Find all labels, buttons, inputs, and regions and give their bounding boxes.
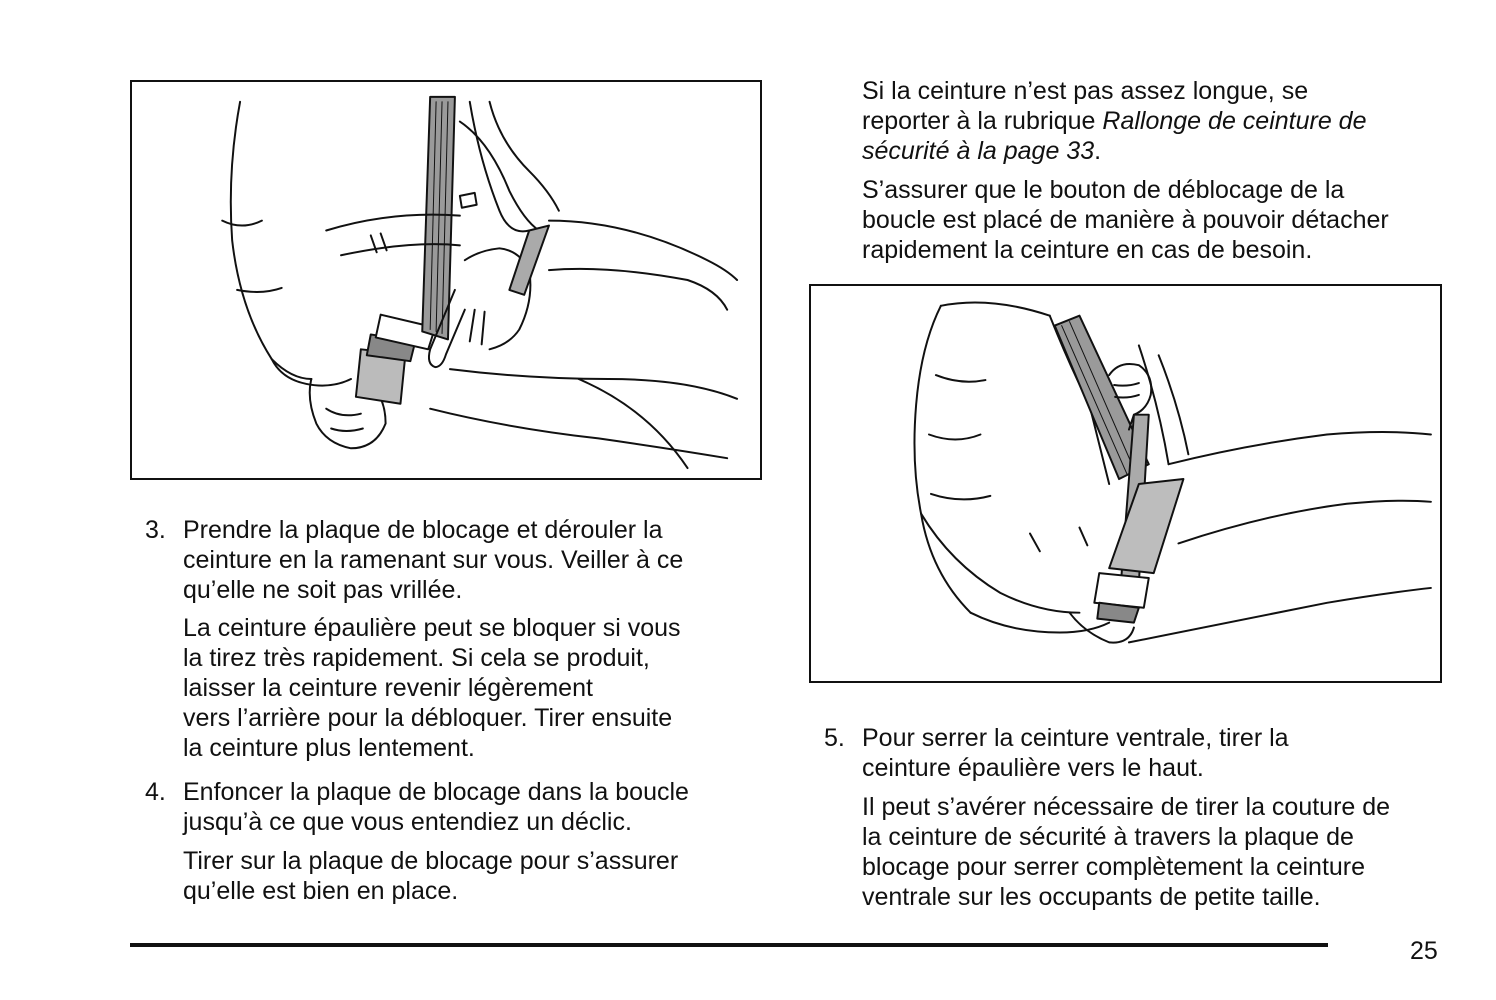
- intro2-line-2: boucle est placé de manière à pouvoir détacher: [862, 206, 1389, 234]
- step-5-note: [862, 792, 1390, 912]
- step-5: [824, 723, 1289, 783]
- intro1-line-3: [862, 136, 1366, 166]
- intro2-line-1: S’assurer que le bouton de déblocage de la: [862, 176, 1345, 204]
- step-3-note-line-5: la ceinture plus lentement.: [183, 734, 475, 762]
- step-5-note-line-3: blocage pour serrer complètement la ceinture: [862, 853, 1366, 881]
- intro1-line-3-suffix: .: [1094, 137, 1102, 165]
- step-4-number: 4.: [145, 778, 166, 806]
- step-5-note-line-1: Il peut s’avérer nécessaire de tirer la couture de: [862, 793, 1391, 821]
- belt-extender-paragraph: [862, 76, 1366, 166]
- release-button-paragraph: [862, 175, 1389, 265]
- step-5-line-1: Pour serrer la ceinture ventrale, tirer la: [862, 724, 1289, 752]
- step-4-note-line-1: Tirer sur la plaque de blocage pour s’assurer: [183, 847, 679, 875]
- step-3-line-1: Prendre la plaque de blocage et dérouler la: [183, 516, 663, 544]
- extender-reference-link: Rallonge de ceinture de: [1102, 107, 1367, 135]
- step-3-note-line-3: laisser la ceinture revenir légèrement: [183, 674, 593, 702]
- step-5-line-2: ceinture épaulière vers le haut.: [862, 754, 1204, 782]
- step-4-note-line-2: qu’elle est bien en place.: [183, 877, 459, 905]
- figure1-drawing: [132, 82, 760, 478]
- intro2-line-3: rapidement la ceinture en cas de besoin.: [862, 236, 1313, 264]
- step-3-note-line-1: La ceinture épaulière peut se bloquer si vous: [183, 614, 681, 642]
- step-3-note-line-2: la tirez très rapidement. Si cela se produit,: [183, 644, 650, 672]
- footer-rule: [130, 943, 1328, 947]
- step-4-note: [183, 846, 678, 906]
- intro1-line-1: Si la ceinture n’est pas assez longue, se: [862, 77, 1309, 105]
- step-4-line-2: jusqu’à ce que vous entendiez un déclic.: [183, 808, 632, 836]
- step-3-note-line-4: vers l’arrière pour la débloquer. Tirer ensuite: [183, 704, 673, 732]
- step-5-note-line-2: la ceinture de sécurité à travers la plaque de: [862, 823, 1354, 851]
- page-number: 25: [1410, 937, 1438, 965]
- step-4: [145, 777, 689, 837]
- extender-page-reference: sécurité à la page 33: [862, 137, 1095, 165]
- intro1-line-2: [862, 106, 1366, 136]
- step-3-number: 3.: [145, 516, 166, 544]
- step-3: [145, 515, 684, 605]
- intro1-line-2-prefix: reporter à la rubrique: [862, 107, 1103, 135]
- step-3-line-3: qu’elle ne soit pas vrillée.: [183, 576, 463, 604]
- figure2-drawing: [811, 286, 1440, 681]
- figure-tightening-illustration: [809, 284, 1442, 683]
- step-3-line-2: ceinture en la ramenant sur vous. Veiller à ce: [183, 546, 684, 574]
- step-5-number: 5.: [824, 724, 845, 752]
- step-4-line-1: Enfoncer la plaque de blocage dans la boucle: [183, 778, 689, 806]
- step-5-note-line-4: ventrale sur les occupants de petite taille.: [862, 883, 1321, 911]
- step-3-note: [183, 613, 681, 763]
- figure-buckling-illustration: [130, 80, 762, 480]
